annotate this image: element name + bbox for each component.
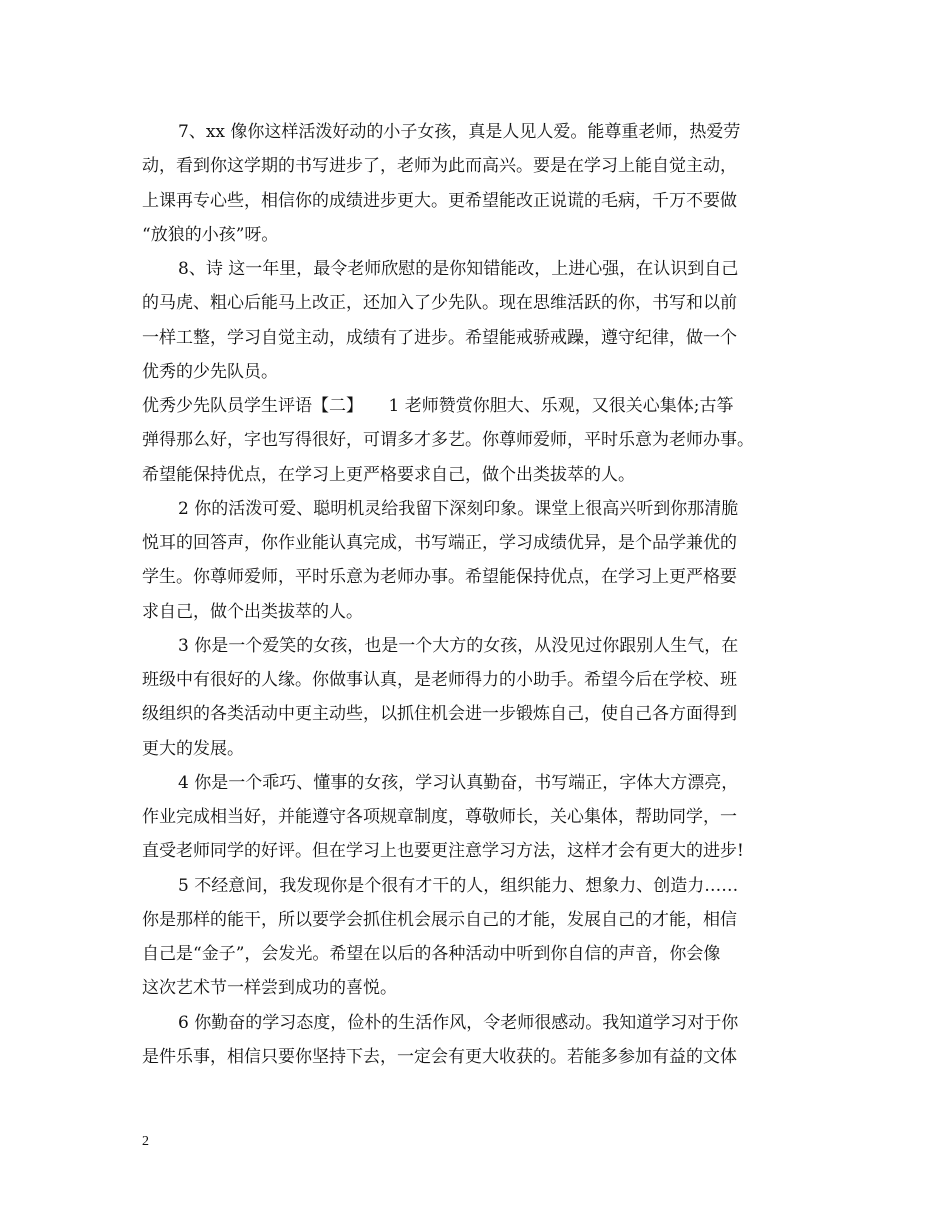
- text-line: 求自己，做个出类拔萃的人。: [142, 601, 363, 622]
- text-line: 6 你勤奋的学习态度，俭朴的生活作风，令老师很感动。我知道学习对于你: [178, 1012, 739, 1033]
- paragraph-8: [142, 252, 822, 389]
- text-line: 7、xx 像你这样活泼好动的小子女孩，真是人见人爱。能尊重老师，热爱劳: [178, 122, 741, 142]
- section-heading-paragraph: [142, 389, 822, 492]
- paragraph-4: [142, 766, 822, 869]
- text-line: 自己是“金子”，会发光。希望在以后的各种活动中听到你自信的声音，你会像: [142, 944, 721, 964]
- text-line: 的马虎、粗心后能马上改正，还加入了少先队。现在思维活跃的你，书写和以前: [142, 293, 737, 314]
- text-line: 作业完成相当好，并能遵守各项规章制度，尊敬师长，关心集体，帮助同学，一: [142, 807, 737, 827]
- text-line: 2 你的活泼可爱、聪明机灵给我留下深刻印象。课堂上很高兴听到你那清脆: [178, 498, 739, 519]
- text-line: 希望能保持优点，在学习上更严格要求自己，做个出类拔萃的人。: [142, 464, 635, 485]
- paragraph-3: [142, 629, 822, 766]
- text-line: 悦耳的回答声，你作业能认真完成，书写端正，学习成绩优异，是个品学兼优的: [142, 533, 737, 553]
- text-line: 3 你是一个爱笑的女孩，也是一个大方的女孩，从没见过你跟别人生气，在: [178, 635, 739, 656]
- text-line: 更大的发展。: [142, 738, 244, 759]
- paragraph-2: [142, 492, 822, 629]
- text-line: “放狼的小孩”呀。: [142, 224, 279, 245]
- text-line: 学生。你尊师爱师，平时乐意为老师办事。希望能保持优点，在学习上更严格要: [142, 567, 737, 588]
- text-line: 你是那样的能干，所以要学会抓住机会展示自己的才能，发展自己的才能，相信: [142, 909, 737, 930]
- text-line: 上课再专心些，相信你的成绩进步更大。更希望能改正说谎的毛病，千万不要做: [142, 190, 737, 211]
- text-line: 是件乐事，相信只要你坚持下去，一定会有更大收获的。若能多参加有益的文体: [142, 1046, 737, 1067]
- text-line: 级组织的各类活动中更主动些，以抓住机会进一步锻炼自己，使自己各方面得到: [142, 704, 737, 725]
- text-line: 班级中有很好的人缘。你做事认真，是老师得力的小助手。希望今后在学校、班: [142, 670, 737, 690]
- document-body: [142, 115, 822, 1074]
- paragraph-5: [142, 869, 822, 1006]
- text-line: 5 不经意间，我发现你是个很有才干的人，组织能力、想象力、创造力……: [178, 875, 739, 896]
- text-line: 这次艺术节一样尝到成功的喜悦。: [142, 978, 397, 999]
- text-line: 4 你是一个乖巧、懂事的女孩，学习认真勤奋，书写端正，字体大方漂亮，: [178, 772, 739, 793]
- page-number: 2: [142, 1134, 149, 1149]
- text-line: 8、诗 这一年里，最令老师欣慰的是你知错能改，上进心强，在认识到自己: [178, 259, 739, 279]
- paragraph-7: [142, 115, 822, 252]
- text-line: 动，看到你这学期的书写进步了，老师为此而高兴。要是在学习上能自觉主动，: [142, 156, 737, 177]
- text-line: 弹得那么好，字也写得很好，可谓多才多艺。你尊师爱师，平时乐意为老师办事。: [142, 430, 754, 451]
- text-line: 直受老师同学的好评。但在学习上也要更注意学习方法，这样才会有更大的进步!: [142, 841, 744, 862]
- text-line: 一样工整，学习自觉主动，成绩有了进步。希望能戒骄戒躁，遵守纪律，做一个: [142, 327, 737, 348]
- paragraph-6: [142, 1006, 822, 1075]
- text-line: 优秀少先队员学生评语【二】 1 老师赞赏你胆大、乐观，又很关心集体;古筝: [142, 396, 734, 416]
- text-line: 优秀的少先队员。: [142, 361, 278, 382]
